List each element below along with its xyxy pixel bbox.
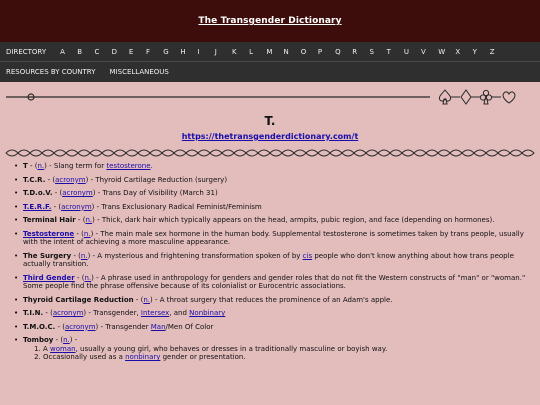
entry-term: Thyroid Cartilage Reduction — [23, 295, 134, 304]
entry-term[interactable]: T.E.R.F. — [23, 202, 52, 211]
entry-term[interactable]: Third Gender — [23, 273, 75, 282]
nav-letter-i[interactable]: I — [197, 47, 200, 56]
entry-list — [0, 162, 540, 362]
nav-letter-p[interactable]: P — [317, 47, 323, 56]
entry-term: Terminal Hair — [23, 216, 76, 224]
nav-row-secondary — [0, 62, 540, 82]
nav-letter-o[interactable]: O — [300, 47, 307, 56]
letter-index — [60, 48, 507, 56]
nav-letter-k[interactable]: K — [231, 47, 237, 56]
entry-link[interactable]: n. — [83, 229, 91, 238]
entry-link[interactable]: nonbinary — [125, 353, 161, 361]
entry-term: Tomboy — [23, 336, 54, 344]
entry-term: T.D.o.V. — [23, 189, 53, 197]
nav-letter-r[interactable]: R — [352, 47, 358, 56]
main-nav — [0, 42, 540, 82]
entry-link[interactable]: n. — [63, 336, 70, 344]
list-item: • Testosterone - (n.) - The main male sex hormone in the human body. Supplemental testosterone is sometimes taken by trans people, usually with the intent of achieving a more masculine appearance. — [14, 230, 530, 247]
nav-letter-v[interactable]: V — [421, 47, 426, 56]
list-item: • Terminal Hair - (n.) - Thick, dark hair which typically appears on the head, armpits, pubic region, and face (depending on hormones). — [14, 216, 530, 225]
entry-link[interactable]: n. — [80, 251, 88, 260]
list-item: • T.M.O.C. - (acronym) - Transgender Man/Men Of Color — [14, 323, 530, 332]
entry-link[interactable]: acronym — [52, 309, 84, 317]
nav-row-letters — [0, 42, 540, 62]
entry-link[interactable]: Man — [150, 322, 166, 331]
nav-letter-w[interactable]: W — [438, 47, 446, 56]
entry-term: T — [23, 162, 28, 170]
entry-link[interactable]: acronym — [64, 322, 96, 331]
nav-letter-e[interactable]: E — [128, 47, 134, 56]
entry-link[interactable]: acronym — [55, 175, 86, 184]
entry-link[interactable]: cis — [302, 251, 313, 260]
nav-letter-u[interactable]: U — [403, 47, 409, 56]
entry-term: T.I.N. — [23, 309, 44, 317]
entry-link[interactable]: n. — [84, 273, 92, 282]
top-ornament — [0, 82, 540, 112]
site-title-link[interactable]: The Transgender Dictionary — [198, 16, 342, 26]
nav-letter-t[interactable]: T — [386, 47, 391, 56]
nav-letter-b[interactable]: B — [77, 47, 83, 56]
entry-link[interactable]: woman — [50, 344, 76, 353]
entry-link[interactable]: acronym — [62, 189, 93, 197]
list-item: • T.D.o.V. - (acronym) - Trans Day of Visibility (March 31) — [14, 189, 530, 198]
list-item: • Thyroid Cartilage Reduction - (n.) - A throat surgery that reduces the prominence of an Adam's apple. — [14, 296, 530, 305]
nav-letter-q[interactable]: Q — [335, 47, 341, 56]
sub-definition-item: 1. A woman, usually a young girl, who behaves or dresses in a traditionally masculine or boyish way. — [43, 345, 530, 354]
entry-link[interactable]: n. — [37, 162, 45, 170]
entry-term: T.M.O.C. — [23, 322, 56, 331]
chain-divider-icon — [0, 144, 540, 162]
list-item: • Third Gender - (n.) - A phrase used in anthropology for genders and gender roles that do not fit the Western constructs of "man" or "woman." Some people find the phrase offensive because of its colonialist or Eurocentric associations. — [14, 274, 530, 291]
list-item: • Tomboy - (n.) - 1. A woman, usually a young girl, who behaves or dresses in a traditionally masculine or boyish way. 2. Occasionally used as a nonbinary gender or presentation. — [14, 336, 530, 362]
nav-letter-x[interactable]: X — [455, 47, 461, 56]
list-item: • T.I.N. - (acronym) - Transgender, Intersex, and Nonbinary — [14, 309, 530, 318]
entry-link[interactable]: acronym — [61, 202, 92, 211]
list-item: • T.E.R.F. - (acronym) - Trans Exclusionary Radical Feminist/Feminism — [14, 203, 530, 212]
nav-letter-y[interactable]: Y — [472, 47, 477, 56]
sub-definition-list — [23, 345, 530, 362]
entry-link[interactable]: n. — [85, 216, 93, 224]
entry-term: T.C.R. — [23, 175, 46, 184]
list-item: • T.C.R. - (acronym) - Thyroid Cartilage Reduction (surgery) — [14, 176, 530, 185]
ornament-line-with-suits-icon — [0, 82, 540, 112]
sub-definition-item: 2. Occasionally used as a nonbinary gender or presentation. — [43, 353, 530, 362]
nav-letter-z[interactable]: Z — [489, 47, 495, 56]
nav-letter-g[interactable]: G — [163, 47, 169, 56]
entry-link[interactable]: testosterone — [106, 162, 151, 170]
list-item: • T - (n.) - Slang term for testosterone. — [14, 162, 530, 171]
entry-link[interactable]: Nonbinary — [189, 309, 226, 317]
nav-resources-by-country[interactable]: RESOURCES BY COUNTRY — [6, 68, 96, 76]
page-url — [0, 130, 540, 144]
entry-link[interactable]: n. — [143, 295, 151, 304]
nav-letter-h[interactable]: H — [180, 47, 186, 56]
nav-letter-l[interactable]: L — [249, 47, 254, 56]
nav-letter-d[interactable]: D — [111, 47, 118, 56]
nav-letter-f[interactable]: F — [146, 47, 151, 56]
nav-miscellaneous[interactable]: MISCELLANEOUS — [109, 68, 169, 76]
entry-link[interactable]: Intersex — [140, 309, 170, 317]
nav-letter-s[interactable]: S — [369, 47, 374, 56]
nav-letter-n[interactable]: N — [283, 47, 289, 56]
nav-letter-j[interactable]: J — [214, 47, 217, 56]
nav-directory[interactable]: DIRECTORY — [6, 47, 47, 56]
entry-term[interactable]: Testosterone — [23, 229, 75, 238]
entry-term: The Surgery — [23, 251, 72, 260]
site-header — [0, 0, 540, 42]
page-url-link[interactable]: https://thetransgenderdictionary.com/t — [181, 132, 359, 141]
list-item: • The Surgery - (n.) - A mysterious and frightening transformation spoken of by cis people who don't know anything about how trans people actually transition. — [14, 252, 530, 269]
nav-letter-m[interactable]: M — [266, 47, 273, 56]
nav-letter-c[interactable]: C — [94, 47, 100, 56]
nav-letter-a[interactable]: A — [60, 47, 65, 56]
chain-divider — [0, 144, 540, 162]
page-heading: T. — [264, 114, 276, 128]
